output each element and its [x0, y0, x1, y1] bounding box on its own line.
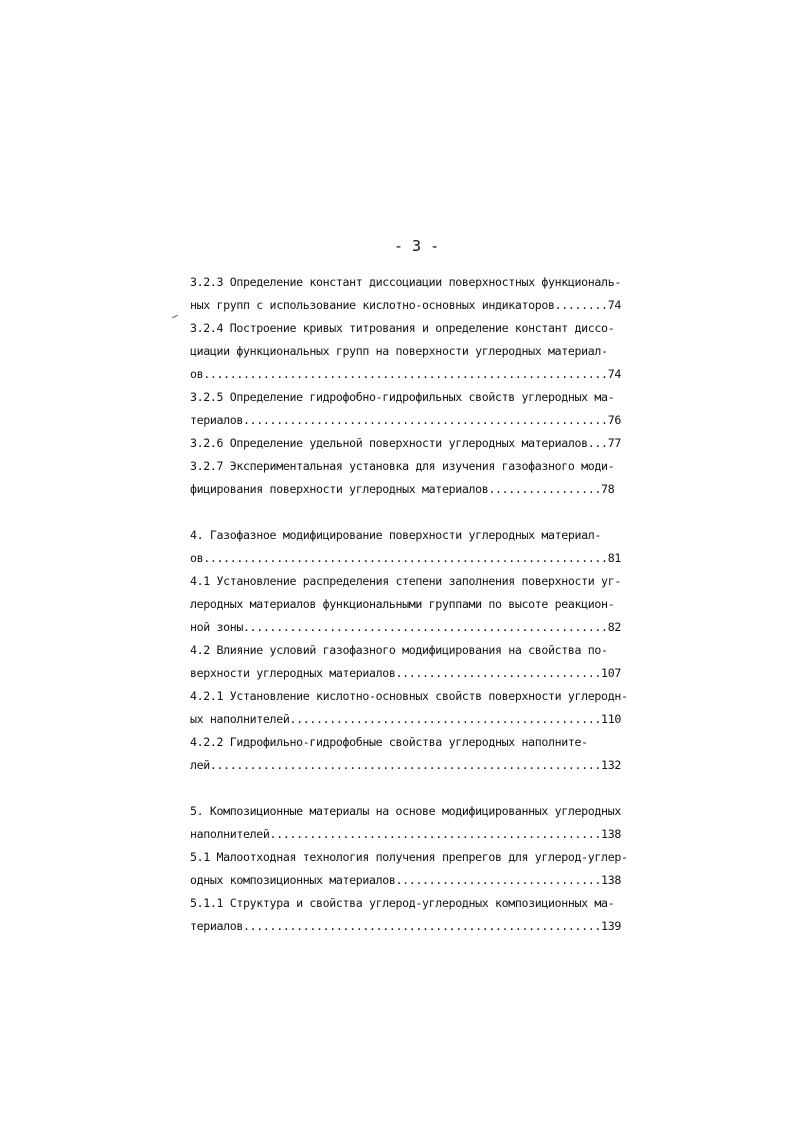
toc-line: териалов......................................................139 — [190, 919, 621, 933]
toc-line: ых наполнителей...............................................110 — [190, 712, 621, 726]
toc-line: ов.............................................................81 — [190, 551, 621, 565]
toc-line: 4.1 Установление распределения степени заполнения поверхности уг- — [190, 574, 621, 588]
table-of-contents — [190, 271, 632, 938]
toc-line: циации функциональных групп на поверхности углеродных материал- — [190, 344, 608, 358]
toc-line: 4.2.2 Гидрофильно-гидрофобные свойства углеродных наполните- — [190, 735, 588, 749]
toc-line: 4.2.1 Установление кислотно-основных свойств поверхности углеродн- — [190, 689, 628, 703]
toc-line: ных групп с использование кислотно-основных индикаторов........74 — [190, 298, 621, 312]
page-number: - 3 - — [394, 237, 440, 255]
section-gap — [190, 501, 632, 524]
toc-line: верхности углеродных материалов...............................107 — [190, 666, 621, 680]
toc-line: 5.1.1 Структура и свойства углерод-углеродных композиционных ма- — [190, 896, 615, 910]
toc-line: 5. Композиционные материалы на основе модифицированных углеродных — [190, 804, 621, 818]
toc-line: 5.1 Малоотходная технология получения препрегов для углерод-углер- — [190, 850, 628, 864]
toc-line: наполнителей..................................................138 — [190, 827, 621, 841]
section-gap — [190, 777, 632, 800]
toc-line: лей...........................................................132 — [190, 758, 621, 772]
toc-line: 3.2.5 Определение гидрофобно-гидрофильных свойств углеродных ма- — [190, 390, 615, 404]
toc-line: 4. Газофазное модифицирование поверхности углеродных материал- — [190, 528, 602, 542]
toc-line: 3.2.6 Определение удельной поверхности углеродных материалов...77 — [190, 436, 621, 450]
toc-line: ной зоны.......................................................82 — [190, 620, 621, 634]
toc-line: 3.2.3 Определение констант диссоциации поверхностных функциональ- — [190, 275, 621, 289]
margin-mark — [172, 315, 178, 318]
toc-line: 4.2 Влияние условий газофазного модифицирования на свойства по- — [190, 643, 608, 657]
toc-line: 3.2.7 Экспериментальная установка для изучения газофазного моди- — [190, 459, 615, 473]
toc-line: одных композиционных материалов...............................138 — [190, 873, 621, 887]
toc-line: 3.2.4 Построение кривых титрования и определение констант диссо- — [190, 321, 615, 335]
toc-line: ов.............................................................74 — [190, 367, 621, 381]
toc-line: териалов.......................................................76 — [190, 413, 621, 427]
toc-line: фицирования поверхности углеродных материалов.................78 — [190, 482, 615, 496]
toc-line: леродных материалов функциональными группами по высоте реакцион- — [190, 597, 615, 611]
